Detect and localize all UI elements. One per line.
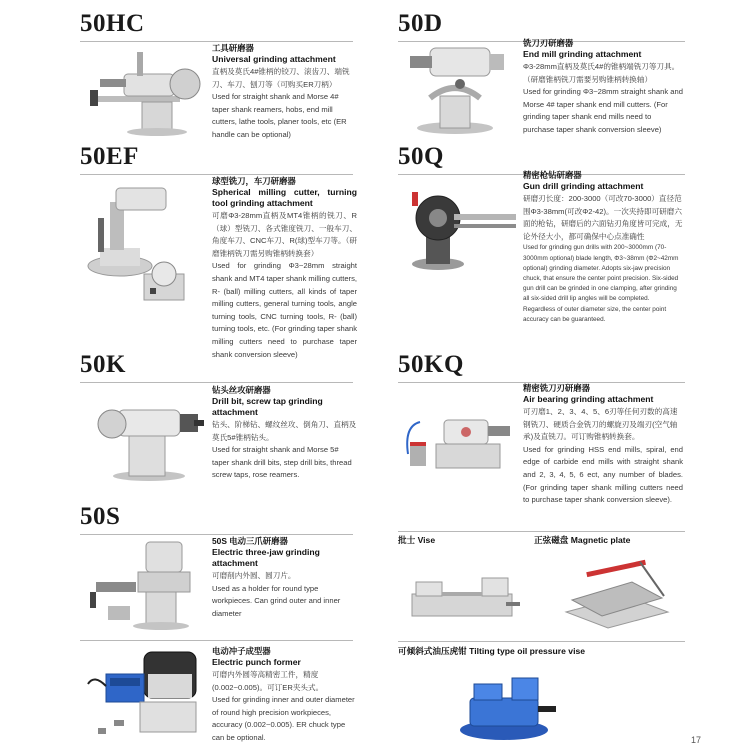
desc-50ef	[212, 176, 357, 361]
air-bearing-grinding-attachment-image	[400, 386, 518, 486]
en-title: Air bearing grinding attachment	[523, 394, 654, 404]
magnetic-plate-image	[556, 552, 676, 637]
magnetic-plate-title: 正弦磁盘 Magnetic plate	[534, 535, 631, 545]
cn-title: 钻头丝攻研磨器	[212, 385, 271, 395]
divider	[80, 640, 353, 641]
cn-desc: 可刃磨1、2、3、4、5、6刃等任何刃数的高速钢铣刀、硬质合金铣刀的螺旋刃及端刃(空气轴承)及直铣刀。可订购锥柄转换套。	[523, 407, 678, 442]
desc-50q	[523, 170, 683, 325]
product-code-50kq: 50KQ	[398, 351, 464, 378]
en-title: End mill grinding attachment	[523, 49, 642, 59]
cn-desc: 研磨刃长度：200-3000（可改70-3000）直径范围Φ3-38mm(可改Φ2-42)。一次夹持即可研磨六面的枪钻，研磨后的六面钻刃角度皆可完成，无论外径大小，都可确保中心点准确性	[523, 194, 683, 241]
vise-image	[402, 552, 522, 637]
cn-title: 工具研磨器	[212, 43, 254, 53]
cn-desc: 可磨Φ3-28mm直柄及MT4锥柄的铣刀、R（球）型铣刀、各式锥度铣刀、一般车刀、角度车刀、CNC车刀、R(球)型车刀等。（研磨锥柄铣刀需另购锥柄转换套）	[212, 211, 357, 258]
cn-title: 球型铣刀，车刀研磨器	[212, 176, 296, 186]
desc-50s	[212, 536, 357, 620]
divider	[80, 41, 353, 42]
cn-title: 精密铣刀刃研磨器	[523, 383, 590, 393]
product-code-50q: 50Q	[398, 143, 444, 170]
cn-desc: 可磨内外圆等高精密工件，精度(0.002~0.005)。可订ER夹头式。	[212, 670, 324, 692]
desc-50k	[212, 385, 357, 482]
en-title: Electric punch former	[212, 657, 301, 667]
product-code-50d: 50D	[398, 10, 443, 37]
gun-drill-grinding-attachment-image	[398, 176, 518, 276]
en-desc: Used for grinding gun drills with 200~3000mm (70-3000mm optional) blade length, Φ3~38mm (Φ2~42mm optional) grinding diameter. Adopts six-jaw precision chuck, that ensure the center point precision. Six-sided gun drill can be grinded in one clamping, after grinding all six-sided drill lip angles will be completed. Regardless of outer diameter size, the center point accuracy can be guaranteed.	[523, 244, 679, 323]
en-title: Spherical milling cutter, turning tool grinding attachment	[212, 187, 357, 208]
vise-title: 批士 Vise	[398, 535, 436, 545]
cn-desc: Φ3-28mm直柄及莫氏4#的锥柄端铣刀等刀具。（研磨锥柄铣刀需要另购锥柄转换轴）	[523, 62, 680, 84]
en-desc: Used as a holder for round type workpieces. Can grind outer and inner diameter	[212, 583, 341, 618]
divider	[80, 174, 353, 175]
en-desc: Used for straight shank and Morse 4# taper shank reamers, hobs, end mill cutters, lathe tools, planer tools, etc (ER handle can be optional)	[212, 92, 347, 139]
en-desc: Used for grinding Φ3~28mm straight shank and MT4 taper shank milling cutters, R- (ball) milling cutters, all kinds of taper milling cutters, general turning tools, angle turning tools, CNC turning tools, R- (ball) turning tools, etc. (For grinding taper shank milling cutters need to purchase taper shank conversion sleeve)	[212, 261, 357, 359]
product-code-50hc: 50HC	[80, 10, 145, 37]
tilting-vise-title: 可倾斜式油压虎钳 Tilting type oil pressure vise	[398, 646, 586, 656]
desc-punch-former	[212, 646, 357, 745]
page-number: 17	[691, 735, 702, 745]
cn-title: 精密枪钻研磨器	[523, 170, 582, 180]
en-desc: Used for grinding inner and outer diameter of round high precision workpieces, accuracy (0.002~0.005). ER chuck type can be optional.	[212, 695, 355, 742]
electric-three-jaw-attachment-image	[84, 536, 206, 632]
product-code-50ef: 50EF	[80, 143, 139, 170]
en-title: Universal grinding attachment	[212, 54, 336, 64]
divider	[398, 531, 685, 532]
divider	[80, 382, 353, 383]
en-desc: Used for grinding Φ3~28mm straight shank and Morse 4# taper shank end mill cutters. (For grinding taper shank end mills need to purchase taper shank conversion sleeve)	[523, 87, 683, 134]
desc-50hc	[212, 43, 357, 142]
cn-desc: 可磨削内外圆、圆刀片。	[212, 571, 296, 580]
divider	[398, 641, 685, 642]
en-desc: Used for grinding HSS end mills, spiral, end edge of carbide end mills with straight shank and 2, 3, 4, 5, 6 ect, any number of blades. (For grinding taper shank milling cutters need to purchase taper shank conversion sleeve).	[523, 444, 683, 505]
cn-title: 电动冲子成型器	[212, 646, 271, 656]
divider	[80, 534, 353, 535]
cn-desc: 直柄及莫氏4#锥柄的铰刀、滚齿刀、端铣刀、车刀、刨刀等（可购买ER刀柄）	[212, 67, 350, 89]
cn-title: 铣刀刃研磨器	[523, 38, 574, 48]
cn-desc: 钻头、阶梯钻、螺纹丝攻、倒角刀、直柄及莫氏5#锥柄钻头。	[212, 420, 357, 442]
product-code-50k: 50K	[80, 351, 126, 378]
en-title: Gun drill grinding attachment	[523, 181, 644, 191]
en-desc: Used for straight shank and Morse 5# taper shank drill bits, step drill bits, thread screw taps, rose reamers.	[212, 445, 352, 480]
electric-punch-former-image	[84, 644, 206, 744]
desc-50kq	[523, 383, 683, 507]
tilting-vise-image	[452, 664, 562, 746]
en-title: Drill bit, screw tap grinding attachment	[212, 396, 323, 417]
cn-title: 50S 电动三爪研磨器	[212, 536, 288, 546]
desc-50d	[523, 38, 683, 137]
end-mill-grinding-attachment-image	[400, 38, 518, 138]
drill-bit-grinding-attachment-image	[94, 384, 206, 484]
en-title: Electric three-jaw grinding attachment	[212, 547, 320, 568]
product-code-50s: 50S	[80, 503, 121, 530]
spherical-cutter-grinding-attachment-image	[80, 178, 206, 308]
universal-grinding-attachment-image	[82, 46, 204, 138]
